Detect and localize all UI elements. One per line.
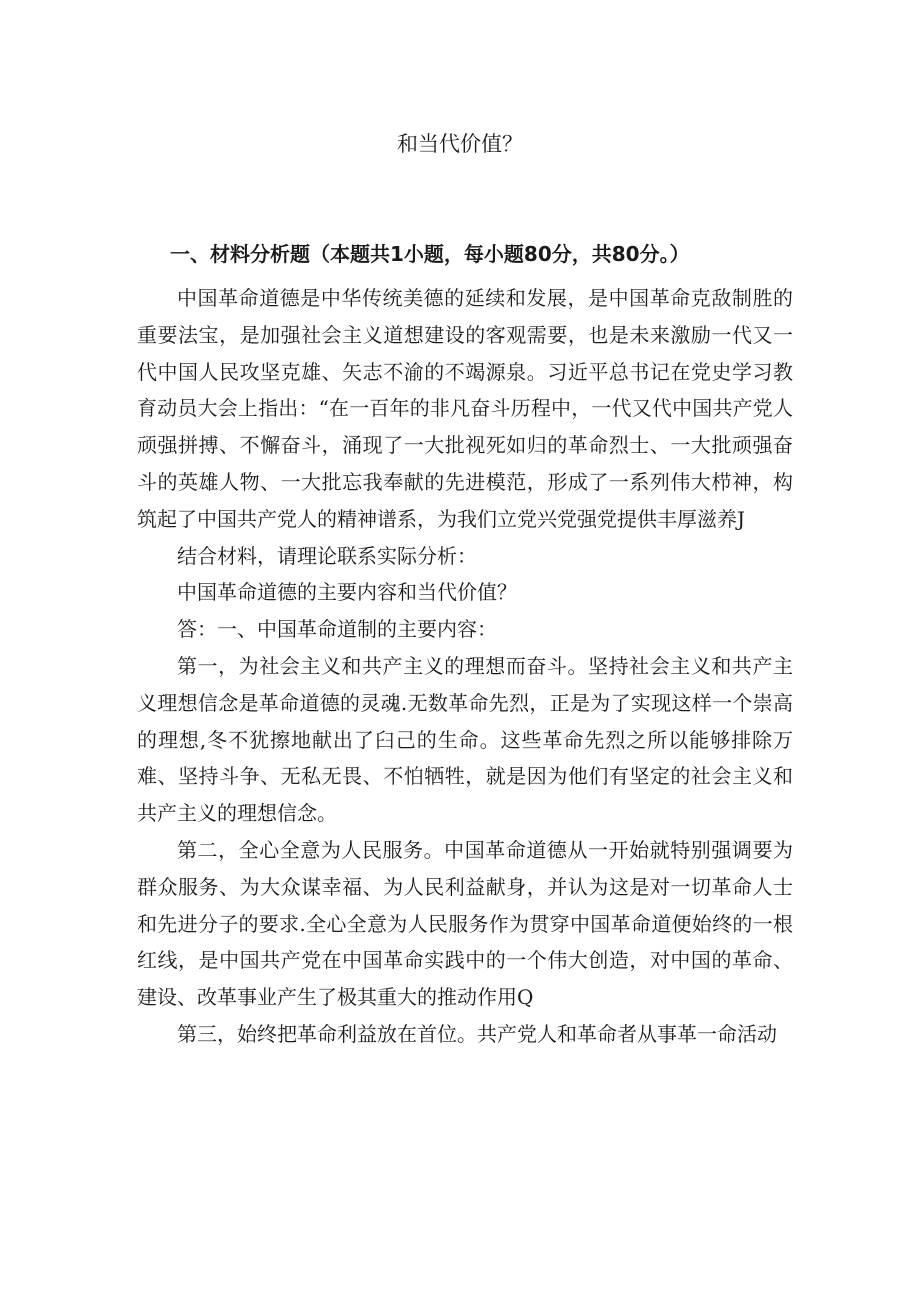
page-title-fragment: 和当代价值？ [397,132,523,156]
body-text [137,280,793,1053]
answer-point-3: 第三，始终把革命利益放在首位。共产党人和革命者从事革一命活动 [177,1021,777,1046]
question-paragraph: 中国革命道德的主要内容和当代价值？ [177,580,517,605]
answer-point-2: 第二，全心全意为人民服务。中国革命道德从一开始就特别强调要为群众服务、为大众谋幸福、为人民利益献身，并认为这是对一切革命人士和先进分子的要求.全心全意为人民服务作为贯穿中国革命道便始终的一根红线，是中国共产党在中国革命实践中的一个伟大创造，对中国的革命、建设、改革事业产生了极其重大的推动作用Q [137,837,793,1010]
material-paragraph: 中国革命道德是中华传统美德的延续和发展，是中国革命克敌制胜的重要法宝，是加强社会主义道想建设的客观需要，也是未来激励一代又一代中国人民攻坚克雄、矢志不渝的不竭源泉。习近平总书记在党史学习教育动员大会上指出：“在一百年的非凡奋斗历程中，一代又代中国共产党人顽强拼搏、不懈奋斗，涌现了一大批视死如归的革命烈士、一大批顽强奋斗的英雄人物、一大批忘我奉献的先进模范，形成了一系列伟大栉神，构筑起了中国共产党人的精神谱系，为我们立党兴党强党提供丰厚滋养J [137,286,793,531]
instruction-paragraph: 结合材料，请理论联系实际分析： [177,543,477,568]
answer-point-1: 第一，为社会主义和共产主义的理想而奋斗。坚持社会主义和共产主义理想信念是革命道德的灵魂.无数革命先烈，正是为了实现这样一个崇高的理想,冬不犹擦地献出了臼己的生命。这些革命先烈之所以能够排除万难、坚持斗争、无私无畏、不怕牺牲，就是因为他们有坚定的社会主义和共产主义的理想信念。 [137,653,793,826]
section-heading: 一、材料分析题（本题共1小题，每小题80分，共80分。） [170,242,690,266]
answer-heading-paragraph: 答：一、中国革命道制的主要内容： [177,617,497,642]
